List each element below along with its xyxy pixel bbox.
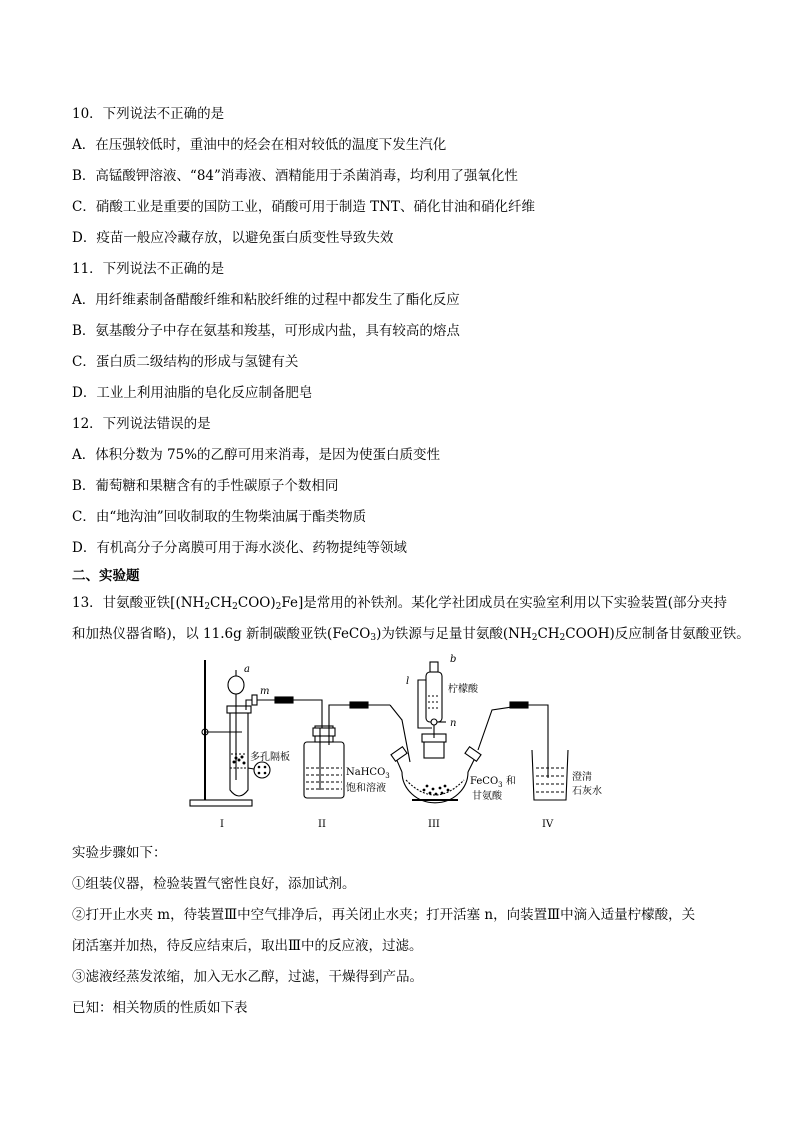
q12-option-d: D．有机高分子分离膜可用于海水淡化、药物提纯等领域 xyxy=(72,540,407,556)
q11-option-c: C．蛋白质二级结构的形成与氢键有关 xyxy=(72,354,299,370)
q10-stem: 10．下列说法不正确的是 xyxy=(72,106,225,122)
citric-acid-label: 柠檬酸 xyxy=(448,684,478,695)
porous-plate-detail xyxy=(254,762,270,778)
step-2-line-1: ②打开止水夹 m，待装置Ⅲ中空气排净后，再关闭止水夹；打开活塞 n，向装置Ⅲ中滴入适量柠檬酸，关 xyxy=(72,907,696,923)
apparatus-number-4: IV xyxy=(542,819,554,830)
q12-option-c: C．由“地沟油”回收制取的生物柴油属于酯类物质 xyxy=(72,509,367,525)
q12-stem: 12．下列说法错误的是 xyxy=(72,416,211,432)
stopcock-n xyxy=(431,719,437,725)
q10-option-c: C．硝酸工业是重要的国防工业，硝酸可用于制造 TNT、硝化甘油和硝化纤维 xyxy=(72,199,535,215)
q11-option-a: A．用纤维素制备醋酸纤维和粘胶纤维的过程中都发生了酯化反应 xyxy=(72,292,460,308)
rubber-joint-2 xyxy=(350,702,368,708)
label-l: l xyxy=(406,676,410,687)
nahco3-solution-label: 饱和溶液 xyxy=(346,783,386,794)
feco3-label: FeCO$_3$ 和 xyxy=(470,776,516,789)
section-heading: 二、实验题 xyxy=(72,568,140,584)
liquid-iii xyxy=(406,780,464,795)
apparatus-number-3: III xyxy=(428,819,440,830)
apparatus-diagram xyxy=(180,650,620,835)
wash-bottle xyxy=(304,742,344,798)
rubber-joint-1 xyxy=(275,697,293,703)
stopper-ii xyxy=(313,728,335,736)
porous-plate-label: 多孔隔板 xyxy=(250,752,290,763)
tube-i-ii xyxy=(308,700,322,728)
nahco3-label: NaHCO$_3$ xyxy=(346,767,390,780)
steps-title: 实验步骤如下： xyxy=(72,845,167,861)
q12-option-a: A．体积分数为 75%的乙醇可用来消毒，是因为使蛋白质变性 xyxy=(72,447,441,463)
stopper-iii-left xyxy=(391,747,407,762)
flask-bottom xyxy=(402,772,468,803)
known-info: 已知：相关物质的性质如下表 xyxy=(72,1000,248,1016)
label-b: b xyxy=(450,654,457,665)
rubber-joint-3 xyxy=(510,702,528,708)
label-a: a xyxy=(244,664,250,675)
label-m: m xyxy=(260,686,270,697)
stopper-i xyxy=(227,706,251,713)
pressure-tube-l xyxy=(418,680,432,728)
dropping-funnel xyxy=(426,672,442,722)
dropping-funnel-top xyxy=(430,662,438,672)
step-1: ①组装仪器，检验装置气密性良好，添加试剂。 xyxy=(72,876,356,892)
step-3: ③滤液经蒸发浓缩，加入无水乙醇，过滤，干燥得到产品。 xyxy=(72,969,423,985)
funnel-bulb-a xyxy=(228,676,244,694)
q13-line-1: 13．甘氨酸亚铁$[(NH_2CH_2COO)_2Fe]$是常用的补铁剂。某化学社团成员在实验室利用以下实验装置(部分夹持 xyxy=(72,595,728,612)
label-n: n xyxy=(450,718,457,729)
q11-option-b: B．氨基酸分子中存在氨基和羧基，可形成内盐，具有较高的熔点 xyxy=(72,323,460,339)
q11-option-d: D．工业上利用油脂的皂化反应制备肥皂 xyxy=(72,385,313,401)
clamp-m xyxy=(252,695,257,705)
solid-particles-i xyxy=(233,756,246,765)
q10-option-a: A．在压强较低时，重油中的烃会在相对较低的温度下发生汽化 xyxy=(72,137,447,153)
q12-option-b: B．葡萄糖和果糖含有的手性碳原子个数相同 xyxy=(72,478,339,494)
q11-stem: 11．下列说法不正确的是 xyxy=(72,261,225,277)
q10-option-b: B．高锰酸钾溶液、“84”消毒液、酒精能用于杀菌消毒，均利用了强氧化性 xyxy=(72,168,518,184)
apparatus-number-2: II xyxy=(318,819,326,830)
step-2-line-2: 闭活塞并加热，待反应结束后，取出Ⅲ中的反应液，过滤。 xyxy=(72,938,423,954)
q13-line-2: 和加热仪器省略)，以 11.6g 新制碳酸亚铁(FeCO$_3$)为铁源与足量甘氨酸$(NH_2CH_2COOH)$反应制备甘氨酸亚铁。 xyxy=(72,626,750,643)
limewater-label-1: 澄清 xyxy=(572,772,592,783)
limewater-label-2: 石灰水 xyxy=(572,786,602,797)
tube-iii-iv xyxy=(478,705,548,778)
apparatus-number-1: I xyxy=(220,819,224,830)
q10-option-d: D．疫苗一般应冷藏存放，以避免蛋白质变性导致失效 xyxy=(72,230,394,246)
glycine-label: 甘氨酸 xyxy=(472,791,502,802)
stand-base xyxy=(190,800,252,806)
